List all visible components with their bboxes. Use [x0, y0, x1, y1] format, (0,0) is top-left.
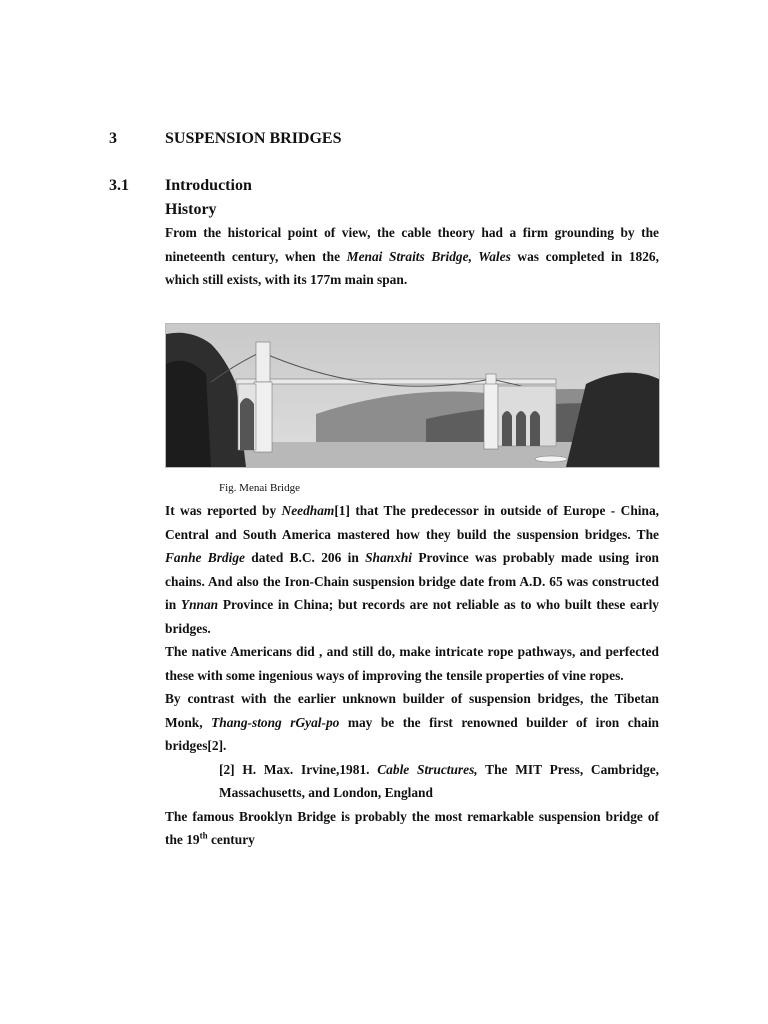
subsection-title: Introduction — [165, 177, 252, 194]
section-title: SUSPENSION BRIDGES — [165, 130, 342, 147]
paragraph-native-americans: The native Americans did , and still do, make intricate rope pathways, and perfected these with some ingenious ways of improving the tensile properties of vine ropes. — [165, 644, 659, 683]
section-number: 3 — [109, 130, 117, 147]
subsection-subtitle: History — [165, 201, 217, 218]
reference-2: [2] H. Max. Irvine,1981. Cable Structures, The MIT Press, Cambridge, Massachusetts, and London, England — [219, 761, 659, 800]
menai-bridge-figure — [165, 323, 660, 468]
paragraph-brooklyn: The famous Brooklyn Bridge is probably the most remarkable suspension bridge of the 19th century — [165, 808, 659, 847]
paragraph-needham: It was reported by Needham[1] that The predecessor in outside of Europe - China, Central and South America mastered how they build the suspension bridges. The Fanhe Brdige dated B.C. 206 in Shanxhi Province was probably made using iron chains. And also the Iron-Chain suspension bridge date from A.D. 65 was constructed in Ynnan Province in China; but records are not reliable as to who built these early bridges. — [165, 503, 660, 636]
paragraph-tibetan-monk: By contrast with the earlier unknown builder of suspension bridges, the Tibetan Monk, Thang-stong rGyal-po may be the first renowned builder of iron chain bridges[2]. — [165, 691, 659, 753]
subsection-number: 3.1 — [109, 177, 129, 194]
body-text — [165, 499, 659, 852]
intro-paragraph: From the historical point of view, the cable theory had a firm grounding by the nineteenth century, when the Menai Straits Bridge, Wales was completed in 1826, which still exists, with its 177m main span. — [165, 225, 659, 287]
menai-bridge-photo — [166, 324, 659, 467]
figure-caption: Fig. Menai Bridge — [219, 482, 300, 494]
